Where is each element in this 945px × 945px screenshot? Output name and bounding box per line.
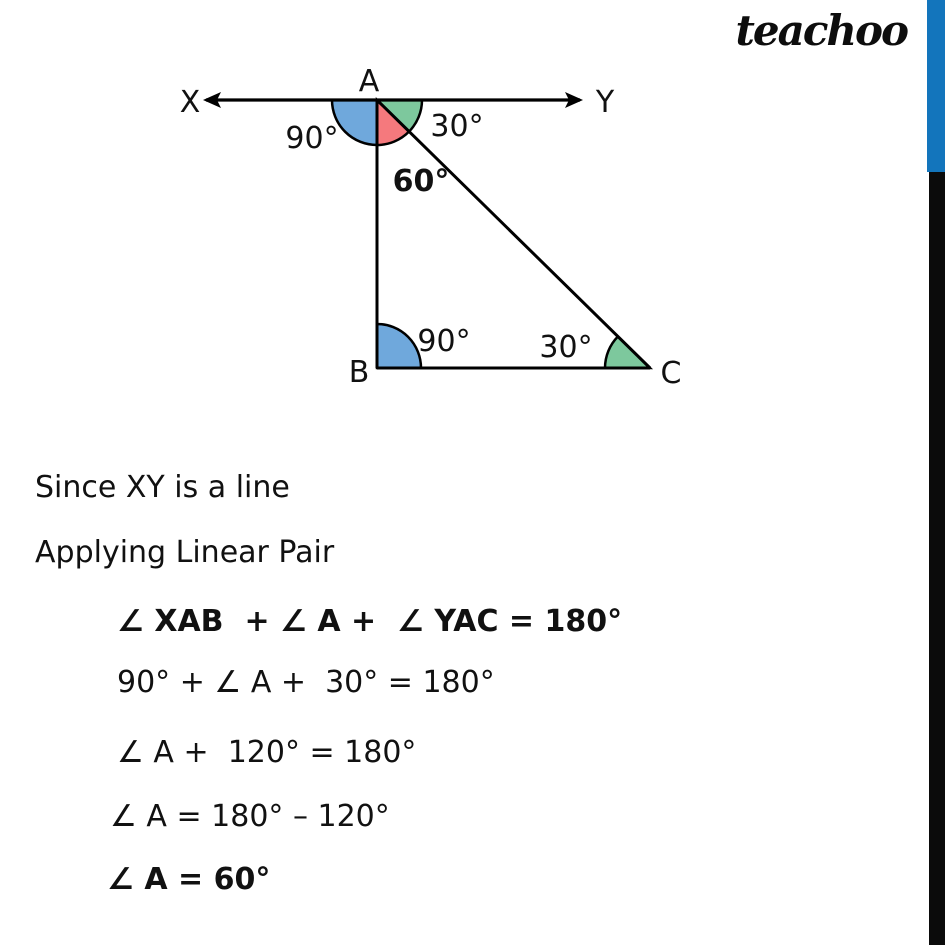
side-bar-black xyxy=(929,172,945,945)
angle-label-abc: 90° xyxy=(417,324,471,359)
angle-label-yac: 30° xyxy=(430,109,484,144)
angle-label-bac: 60° xyxy=(392,164,450,199)
angle-label-xab: 90° xyxy=(285,121,339,156)
equation-result: ∠ A = 60° xyxy=(107,862,271,897)
label-point-b: B xyxy=(348,355,370,390)
equation-rearranged: ∠ A = 180° – 120° xyxy=(110,799,390,834)
label-ray-y: Y xyxy=(595,85,615,120)
equation-simplified: ∠ A + 120° = 180° xyxy=(117,735,417,770)
angle-sector-xab xyxy=(332,100,377,145)
label-point-c: C xyxy=(660,356,682,391)
teachoo-logo: teachoo xyxy=(735,6,907,55)
label-point-a: A xyxy=(358,64,380,99)
equation-linear-pair: ∠ XAB + ∠ A + ∠ YAC = 180° xyxy=(117,604,623,639)
angle-label-bca: 30° xyxy=(539,330,593,365)
equation-substituted: 90° + ∠ A + 30° = 180° xyxy=(117,665,495,700)
angle-sector-abc xyxy=(377,324,421,368)
statement-xy-line: Since XY is a line xyxy=(35,470,290,505)
label-ray-x: X xyxy=(179,85,201,120)
side-bar-blue xyxy=(927,0,945,172)
statement-linear-pair: Applying Linear Pair xyxy=(35,535,335,570)
